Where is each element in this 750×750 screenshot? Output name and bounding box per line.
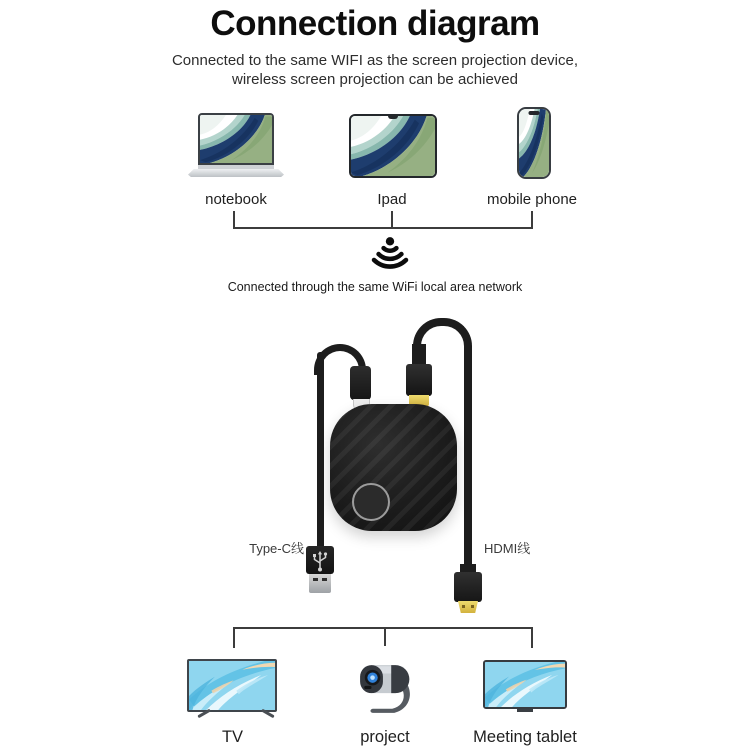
usb-a-metal-tip bbox=[309, 574, 331, 593]
ipad-image bbox=[349, 114, 437, 178]
phone-camera-pill bbox=[529, 111, 540, 115]
meeting-tablet-stand bbox=[517, 709, 533, 712]
tv-wallpaper bbox=[189, 661, 275, 710]
meeting-tablet-label: Meeting tablet bbox=[473, 728, 577, 746]
subtitle-line-1: Connected to the same WIFI as the screen projection device, bbox=[171, 52, 579, 69]
typec-cable-label: Type-C线 bbox=[249, 541, 304, 556]
target-bracket bbox=[233, 627, 533, 648]
hdmi-plug bbox=[406, 364, 432, 396]
dongle-button bbox=[352, 483, 390, 521]
hdmi-pin-dot bbox=[471, 605, 474, 608]
notebook-screen bbox=[198, 113, 274, 165]
notebook-label: notebook bbox=[205, 191, 267, 208]
ipad-wallpaper bbox=[351, 116, 435, 176]
wifi-caption: Connected through the same WiFi local area network bbox=[227, 280, 523, 294]
source-bracket-center-tick bbox=[391, 211, 393, 227]
ipad-camera-notch bbox=[388, 116, 398, 119]
projector-image bbox=[357, 660, 413, 716]
hdmi-cable bbox=[464, 348, 472, 574]
notebook-wallpaper bbox=[200, 115, 272, 163]
usb-slot bbox=[322, 578, 327, 581]
notebook-base bbox=[188, 169, 284, 177]
tv-label: TV bbox=[221, 728, 244, 746]
hdmi-pin-dot bbox=[462, 605, 465, 608]
hdmi-cable-label: HDMI线 bbox=[484, 541, 531, 556]
source-bracket bbox=[233, 211, 533, 229]
wifi-icon bbox=[368, 234, 412, 276]
usb-slot bbox=[313, 578, 318, 581]
tv-screen bbox=[187, 659, 277, 712]
meeting-tablet-wallpaper bbox=[485, 662, 565, 707]
hdmi-bottom-plug-tip bbox=[458, 601, 478, 613]
mobile-phone-label: mobile phone bbox=[486, 191, 578, 208]
hdmi-bottom-plug bbox=[454, 572, 482, 602]
usb-a-plug bbox=[306, 546, 334, 574]
usb-trident-icon bbox=[306, 546, 334, 574]
typec-cable bbox=[317, 352, 324, 550]
subtitle-line-2: wireless screen projection can be achieved bbox=[232, 71, 518, 88]
mobile-phone-image bbox=[517, 107, 551, 179]
page-title: Connection diagram bbox=[210, 4, 540, 43]
ipad-label: Ipad bbox=[377, 191, 407, 208]
notebook-hinge bbox=[198, 165, 274, 169]
projector-label: project bbox=[360, 728, 410, 746]
typec-plug bbox=[350, 366, 371, 400]
meeting-tablet-screen bbox=[483, 660, 567, 709]
dongle-device bbox=[330, 404, 457, 531]
target-bracket-center-tick bbox=[384, 627, 386, 646]
phone-wallpaper bbox=[519, 109, 549, 177]
